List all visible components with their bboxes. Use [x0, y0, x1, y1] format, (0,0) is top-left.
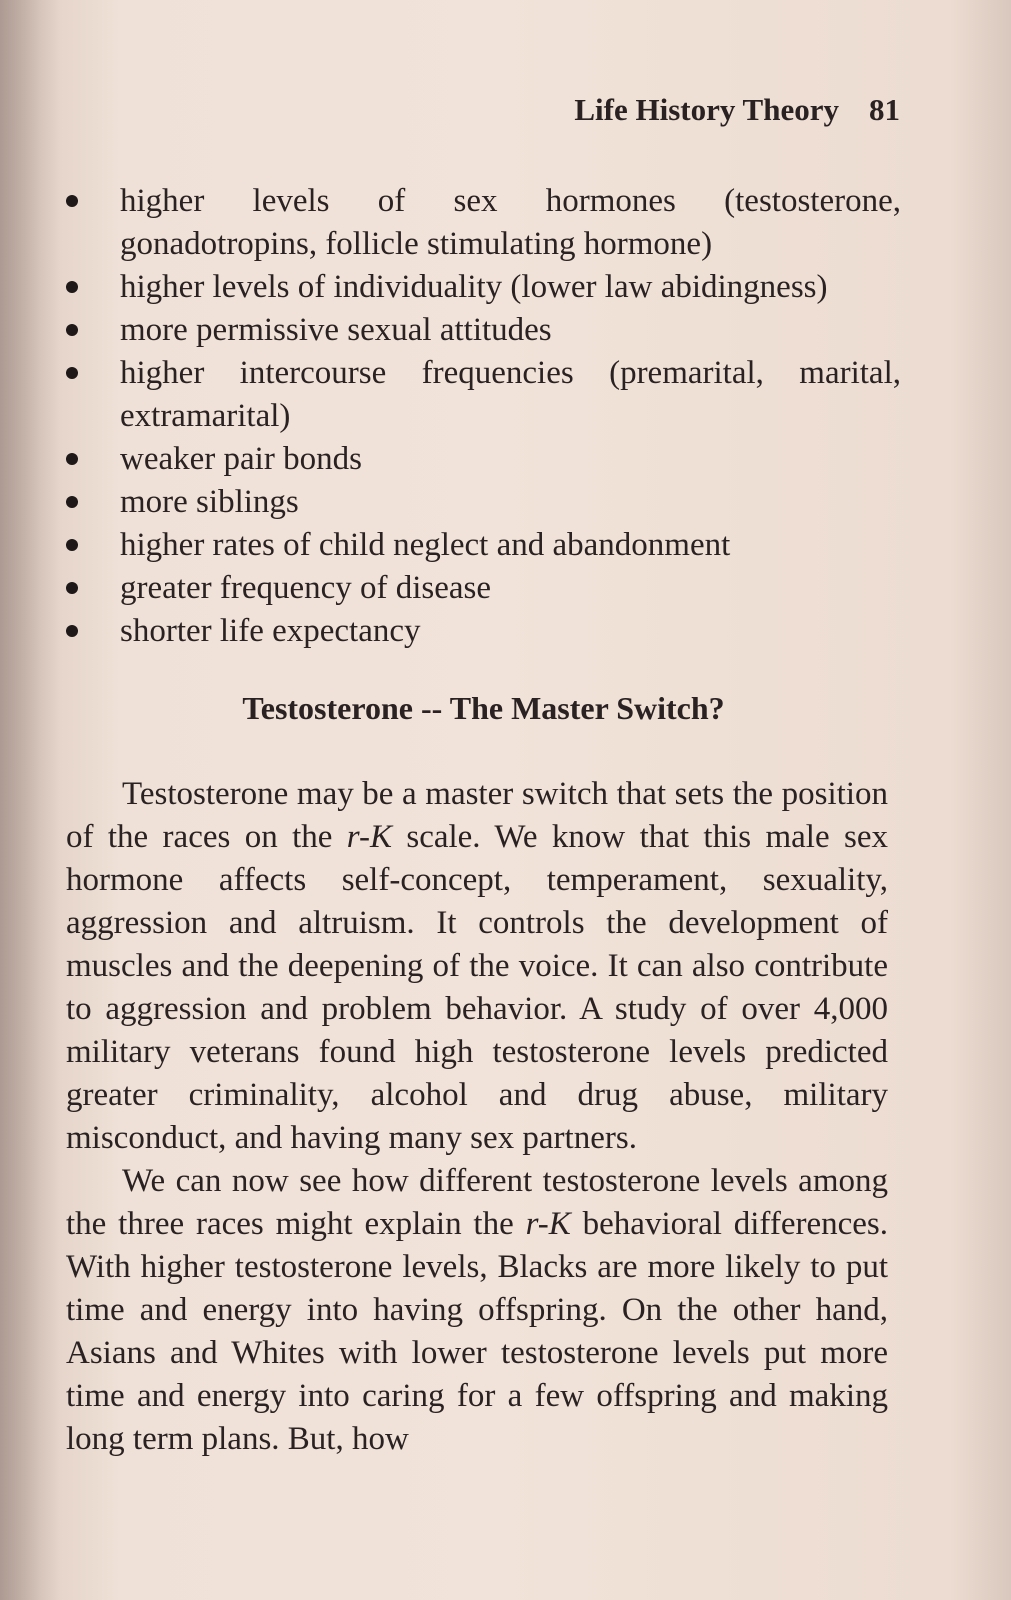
- bullet-icon: [66, 324, 78, 336]
- bullet-icon: [66, 195, 78, 207]
- bullet-icon: [66, 281, 78, 293]
- bullet-icon: [66, 367, 78, 379]
- list-item: shorter life expectancy: [66, 610, 901, 653]
- list-item: weaker pair bonds: [66, 438, 901, 481]
- list-item: higher rates of child neglect and abandonment: [66, 524, 901, 567]
- bullet-icon: [66, 539, 78, 551]
- list-item: higher levels of sex hormones (testosterone, gonadotropins, follicle stimulating hormone): [66, 180, 901, 266]
- list-item: higher intercourse frequencies (premarital, marital, extramarital): [66, 352, 901, 438]
- bullet-icon: [66, 582, 78, 594]
- gutter-shadow: [0, 0, 60, 1600]
- italic-term: r-K: [346, 819, 392, 855]
- body-text: [66, 773, 888, 1461]
- list-item: more siblings: [66, 481, 901, 524]
- italic-term: r-K: [525, 1206, 571, 1242]
- bullet-list: [66, 180, 901, 653]
- running-head: [460, 92, 900, 128]
- list-item: greater frequency of disease: [66, 567, 901, 610]
- section-heading: Testosterone -- The Master Switch?: [242, 690, 725, 726]
- page-number: 81: [869, 92, 900, 127]
- bullet-icon: [66, 453, 78, 465]
- paragraph: Testosterone may be a master switch that sets the position of the races on the r-K scale. We know that this male sex hormone affects self-concept, temperament, sexuality, aggression and altruism. It controls the development of muscles and the deepening of the voice. It can also contribute to aggression and problem behavior. A study of over 4,000 military veterans found high testosterone levels predicted greater criminality, alcohol and drug abuse, military misconduct, and having many sex partners.: [66, 776, 888, 1156]
- list-item: more permissive sexual attitudes: [66, 309, 901, 352]
- bullet-icon: [66, 496, 78, 508]
- paragraph: We can now see how different testosterone levels among the three races might explain the r-K behavioral differences. With higher testosterone levels, Blacks are more likely to put time and energy into having offspring. On the other hand, Asians and Whites with lower testosterone levels put more time and energy into caring for a few offspring and making long term plans. But, how: [66, 1163, 888, 1457]
- running-head-title: Life History Theory: [574, 92, 839, 127]
- bullet-icon: [66, 625, 78, 637]
- list-item: higher levels of individuality (lower law abidingness): [66, 266, 901, 309]
